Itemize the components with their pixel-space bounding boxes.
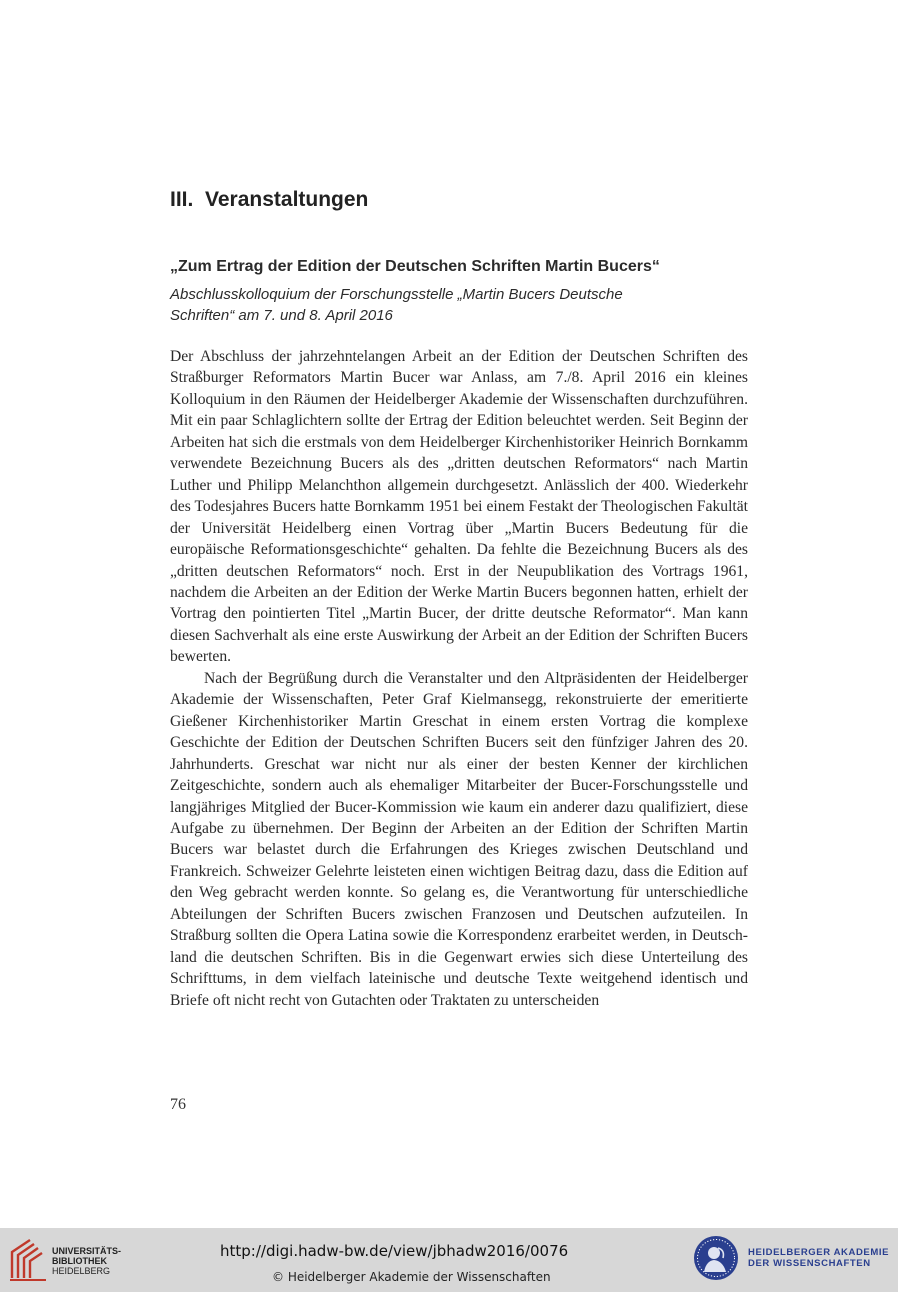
library-name-line-3: HEIDELBERG — [52, 1266, 111, 1276]
academy-logo — [692, 1234, 892, 1286]
library-name-line-2: BIBLIOTHEK — [52, 1256, 107, 1266]
article-subtitle-line-2: Schriften“ am 7. und 8. April 2016 — [170, 307, 393, 324]
academy-name-line-2: DER WISSENSCHAFTEN — [748, 1258, 871, 1269]
library-name-line-1: UNIVERSITÄTS- — [52, 1246, 122, 1256]
body-text — [170, 346, 748, 1011]
article-subtitle-line-1: Abschlusskolloquium der Forschungsstelle „Martin Bucers Deutsche — [170, 286, 623, 303]
viewer-footer — [0, 1228, 898, 1292]
academy-name-line-1: HEIDELBERGER AKADEMIE — [748, 1247, 890, 1258]
permalink-url[interactable]: http://digi.hadw-bw.de/view/jbhadw2016/0076 — [220, 1242, 569, 1260]
university-library-icon — [8, 1236, 48, 1282]
university-library-name — [52, 1246, 121, 1276]
page-number: 76 — [170, 1096, 186, 1113]
article-subtitle — [170, 284, 690, 326]
university-library-logo — [8, 1236, 128, 1284]
article-title: „Zum Ertrag der Edition der Deutschen Schriften Martin Bucers“ — [170, 258, 660, 275]
copyright-notice: © Heidelberger Akademie der Wissenschaften — [272, 1270, 551, 1284]
body-paragraph-1: Der Abschluss der jahrzehntelangen Arbeit an der Edition der Deutschen Schriften des Straßburger Reformators Martin Bucer war Anlass, am 7./8. April 2016 ein kleines Kolloquium in den Räumen der Heidelberger Akademie der Wissenschaften durchzuführen. Mit ein paar Schlaglichtern sollte der Ertrag der Edition beleuchtet werden. Seit Beginn der Arbeiten hat sich die erstmals von dem Heidelberger Kirchenhistoriker Heinrich Bornkamm verwendete Bezeichnung Bucers als des „dritten deutschen Reformators“ nach Martin Luther und Philipp Melanchthon allgemein durchgesetzt. Anlässlich der 400. Wiederkehr des Todesjahres Bucers hatte Bornkamm 1951 bei einem Festakt der Theologischen Fakultät der Universität Heidelberg einen Vortrag über „Martin Bucers Bedeutung für die europäische Reformationsgeschichte“ gehalten. Da fehlte die Bezeichnung Bucers als des „dritten deutschen Reformators“ noch. Erst in der Neupublikation des Vortrags 1961, nachdem die Arbeiten an der Edition der Werke Martin Bucers begonnen hatten, erhielt der Vortrag den pointierten Titel „Martin Bucer, der dritte deutsche Reformator“. Man kann diesen Sachverhalt als eine erste Auswirkung der Arbeit an der Edition der Schriften Bucers bewerten. — [170, 348, 748, 666]
section-heading: III. Veranstaltungen — [170, 188, 369, 211]
academy-seal-icon — [692, 1234, 740, 1282]
academy-name — [748, 1247, 889, 1269]
body-paragraph-2: Nach der Begrüßung durch die Veranstalter und den Altpräsidenten der Heidelberger Akademie der Wissenschaften, Peter Graf Kielmansegg, rekonstruierte der emeritierte Gießener Kirchenhistoriker Martin Greschat in einem ersten Vortrag die komplexe Geschichte der Edition der Deutschen Schriften Bucers seit den fünfziger Jahren des 20. Jahrhunderts. Greschat war nicht nur als einer der besten Kenner der kirchlichen Zeitgeschichte, sondern auch als ehemaliger Mitarbeiter der Bucer-Forschungsstelle und langjähriges Mitglied der Bucer-Kommission wie kaum ein anderer dazu qualifiziert, diese Aufgabe zu übernehmen. Der Beginn der Arbeiten an der Edition der Schriften Martin Bucers war belastet durch die Erfahrungen des Krieges zwischen Deutschland und Frankreich. Schweizer Gelehrte leisteten einen wichtigen Beitrag dazu, dass die Edition auf den Weg gebracht werden konnte. So gelang es, die Verantwortung für unterschiedliche Abteilungen der Schriften Bucers zwischen Franzosen und Deutschen aufzuteilen. In Straßburg sollten die Opera Latina sowie die Korrespondenz erarbeitet werden, in Deutschland die deutschen Schriften. Bis in die Gegenwart erwies sich diese Unterteilung des Schrifttums, in dem vielfach lateinische und deutsche Texte weitgehend identisch und Briefe oft nicht recht von Gutachten oder Traktaten zu unterscheiden — [170, 669, 748, 1009]
